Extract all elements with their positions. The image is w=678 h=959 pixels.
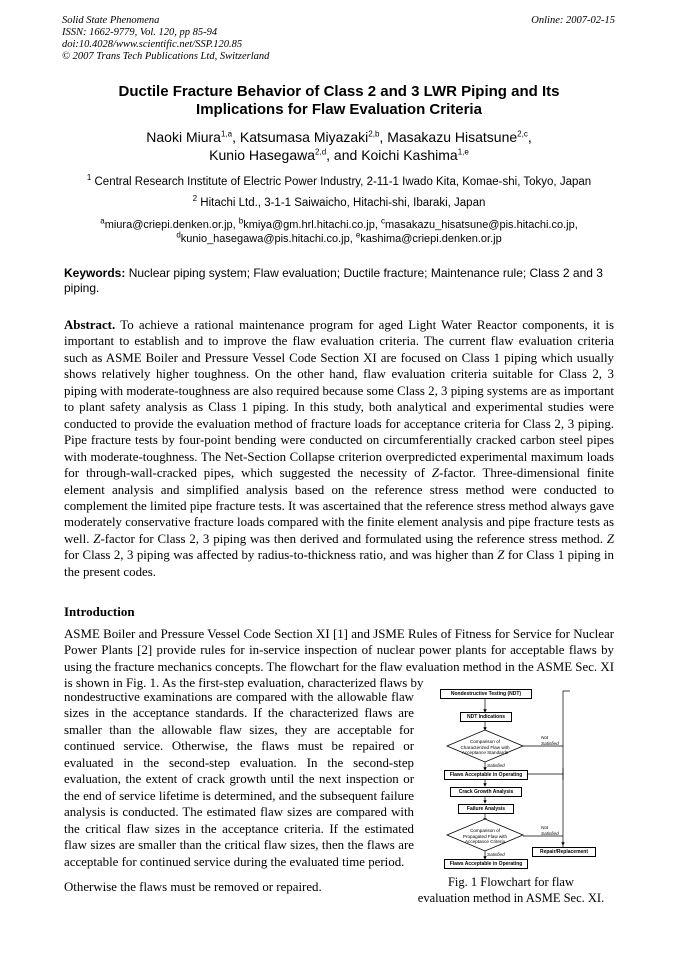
affiliation-sup: 1 <box>86 173 92 183</box>
keywords-text: Nuclear piping system; Flaw evaluation; Ductile fracture; Maintenance rule; Class 2 and 3 piping. <box>64 266 603 295</box>
figure-1-flowchart <box>420 688 620 868</box>
title-line-1: Ductile Fracture Behavior of Class 2 and 3 LWR Piping and Its <box>118 83 560 100</box>
introduction-heading: Introduction <box>64 604 135 619</box>
email-address: miura@criepi.denken.or.jp <box>104 219 233 231</box>
author-affil-sup: 1,a <box>220 129 233 139</box>
email-sup: c <box>380 216 385 226</box>
abstract-z-symbol: Z <box>497 548 505 563</box>
figure-1-caption <box>404 874 618 906</box>
author-affil-sup: 2,b <box>368 129 380 139</box>
arrow <box>563 691 570 746</box>
affiliation-2 <box>40 196 638 211</box>
box-crack-growth: Crack Growth Analysis <box>450 787 522 797</box>
author-affil-sup: 2,d <box>315 147 327 157</box>
email-line-2: $^d$kunio_hasegawa@pis.hitachi.co.jp, $^e$kashima@criepi.denken.or.jp <box>176 230 502 245</box>
title-line-2: Implications for Flaw Evaluation Criteria <box>196 100 482 118</box>
box-ndt-indications: NDT Indications <box>460 712 512 722</box>
journal-copyright: © 2007 Trans Tech Publications Ltd, Switzerland <box>62 51 270 62</box>
author-separator: , <box>232 129 240 145</box>
affiliation-text: Hitachi Ltd., 3-1-1 Saiwaicho, Hitachi-shi, Ibaraki, Japan <box>200 197 486 209</box>
introduction-last-line: Otherwise the flaws must be removed or repaired. <box>64 880 322 894</box>
satisfied-label-1: Satisfied <box>487 763 505 768</box>
email-address: masakazu_hisatsune@pis.hitachi.co.jp <box>384 219 575 231</box>
author-name: Koichi Kashima <box>361 147 458 163</box>
abstract-text: To achieve a rational maintenance program for aged Light Water Reactor components, it is important to establish and to improve the flaw evaluation criteria. The current flaw evaluation criteria such as ASME Boiler and Pressure Vessel Code Section XI are focused on Class 1 piping which usually shows relatively higher toughness. On the other hand, flaw evaluation criteria suitable for Class 2, 3 piping with moderate-toughness are also required because some Class 2, 3 piping systems are as important to plant safety analysis as Class 1 piping. In this study, both analytical and experimental studies were conducted to provide the evaluation method of fracture loads for acceptance criteria for Class 2, 3 piping. Pipe fracture tests by four-point bending were conducted on circumferentially cracked carbon steel pipes with moderate-toughness. The Net-Section Collapse criterion overpredicted experimental maximum loads for through-wall-cracked pipes, which suggested the necessity of <box>64 318 614 481</box>
diamond-1-text: Comparison of Characterized Flaw with Acceptance Standards <box>460 739 510 755</box>
email-sup: e <box>355 230 361 240</box>
caption-line-1: Fig. 1 Flowchart for flaw <box>447 875 575 889</box>
author-affil-sup: 2,c <box>517 129 528 139</box>
not-satisfied-label-1: Not Satisfied <box>541 735 559 746</box>
affiliation-1 <box>40 175 638 190</box>
email-address: kashima@criepi.denken.or.jp <box>360 233 502 245</box>
satisfied-label-2: Satisfied <box>487 852 505 857</box>
abstract <box>64 317 614 580</box>
affiliation-text: Central Research Institute of Electric Power Industry, 2-11-1 Iwado Kita, Komae-shi, Tokyo, Japan <box>94 176 592 188</box>
abstract-z-symbol: Z <box>606 531 614 546</box>
author-separator: , and <box>326 147 362 163</box>
introduction-text: nondestructive examinations are compared with the allowable flaw sizes in the acceptance standards. If the characterized flaws are smaller than the allowable flaw sizes, they are acceptable for continued service. Otherwise, the flaws must be repaired or evaluated in the second-step evaluation. In the second-step evaluation, the extent of crack growth until the next inspection or the end of service lifetime is determined, and the subsequent failure analysis is conducted. The estimated flaw sizes are compared with the critical flaw sizes in the acceptance criteria. If the estimated flaw sizes are smaller than the critical flaw sizes, then the flaws are acceptable for continued service during the evaluated time period. <box>64 690 414 869</box>
email-address: kmiya@gm.hrl.hitachi.co.jp <box>243 219 375 231</box>
box-failure-analysis: Failure Analysis <box>458 804 514 814</box>
author-separator: , <box>379 129 388 145</box>
abstract-text: -factor for Class 2, 3 piping was then derived and formulated using the reference stress method. <box>100 531 607 546</box>
author-name: Masakazu Hisatsune <box>387 129 518 145</box>
caption-line-2: evaluation method in ASME Sec. XI. <box>417 891 605 905</box>
author-line-2 <box>40 146 638 164</box>
author-name: Naoki Miura <box>146 129 221 145</box>
abstract-text: for Class 1 piping in the present codes. <box>64 548 615 579</box>
box-repair-replacement: Repair/Replacement <box>532 847 596 857</box>
abstract-label: Abstract. <box>64 318 116 332</box>
paper-title <box>40 83 638 118</box>
author-name: Kunio Hasegawa <box>209 147 316 163</box>
email-list <box>40 218 638 246</box>
abstract-text: for Class 2, 3 piping was affected by radius-to-thickness ratio, and was higher than <box>64 548 498 563</box>
not-satisfied-label-2: Not Satisfied <box>541 825 559 836</box>
introduction-paragraph-full <box>64 626 614 692</box>
introduction-text: ASME Boiler and Pressure Vessel Code Section XI [1] and JSME Rules of Fitness for Service for Nuclear Power Plants [2] provide rules for in-service inspection of nuclear power plants for acceptable flaws by using the fracture mechanics concepts. The flowchart for the flaw evaluation method in the ASME Sec. XI is shown in Fig. 1. As the first-step evaluation, characterized flaws by <box>64 627 614 691</box>
journal-header <box>62 15 269 63</box>
email-sup: d <box>176 230 181 240</box>
email-address: kunio_hasegawa@pis.hitachi.co.jp <box>180 233 350 245</box>
email-sup: a <box>100 216 105 226</box>
author-name: Katsumasa Miyazaki <box>239 129 369 145</box>
affiliation-sup: 2 <box>192 194 198 204</box>
keywords <box>64 266 614 296</box>
box-flaws-acceptable-1: Flaws Acceptable in Operating <box>444 770 528 780</box>
diamond-2-text: Comparison of Propagated Flaw with Acceptance Criteria <box>462 828 508 844</box>
box-flaws-acceptable-2: Flaws Acceptable in Operating <box>444 859 528 869</box>
journal-doi: doi:10.4028/www.scientific.net/SSP.120.85 <box>62 39 243 50</box>
journal-issn: ISSN: 1662-9779, Vol. 120, pp 85-94 <box>62 27 218 38</box>
abstract-z-symbol: Z <box>93 531 101 546</box>
author-list <box>40 128 638 164</box>
email-sup: b <box>238 216 244 226</box>
abstract-text: -factor. Three-dimensional finite element analysis and simplified analysis based on the reference stress method were conducted to complement the limited pipe fracture tests. It was ascertained that the reference stress method always gave moderately conservative fracture loads compared with the finite element analysis and pipe fracture tests as well. <box>64 466 614 546</box>
author-line-1: Naoki Miura$^{1,a}$, Katsumasa Miyazaki$^{2,b}$, Masakazu Hisatsune$^{2,c}$, <box>146 129 532 145</box>
online-date: Online: 2007-02-15 <box>531 15 615 26</box>
abstract-z-symbol: Z <box>431 466 439 481</box>
introduction-paragraph-wrap <box>64 689 414 870</box>
author-affil-sup: 1,e <box>457 147 469 157</box>
email-line-1: $^a$miura@criepi.denken.or.jp, $^b$kmiya@gm.hrl.hitachi.co.jp, $^c$masakazu_hisatsune@pis.hitachi.co.jp, <box>100 216 578 231</box>
journal-name: Solid State Phenomena <box>62 15 160 26</box>
keywords-label: Keywords: <box>64 266 126 280</box>
box-ndt: Nondestructive Testing (NDT) <box>440 689 532 699</box>
